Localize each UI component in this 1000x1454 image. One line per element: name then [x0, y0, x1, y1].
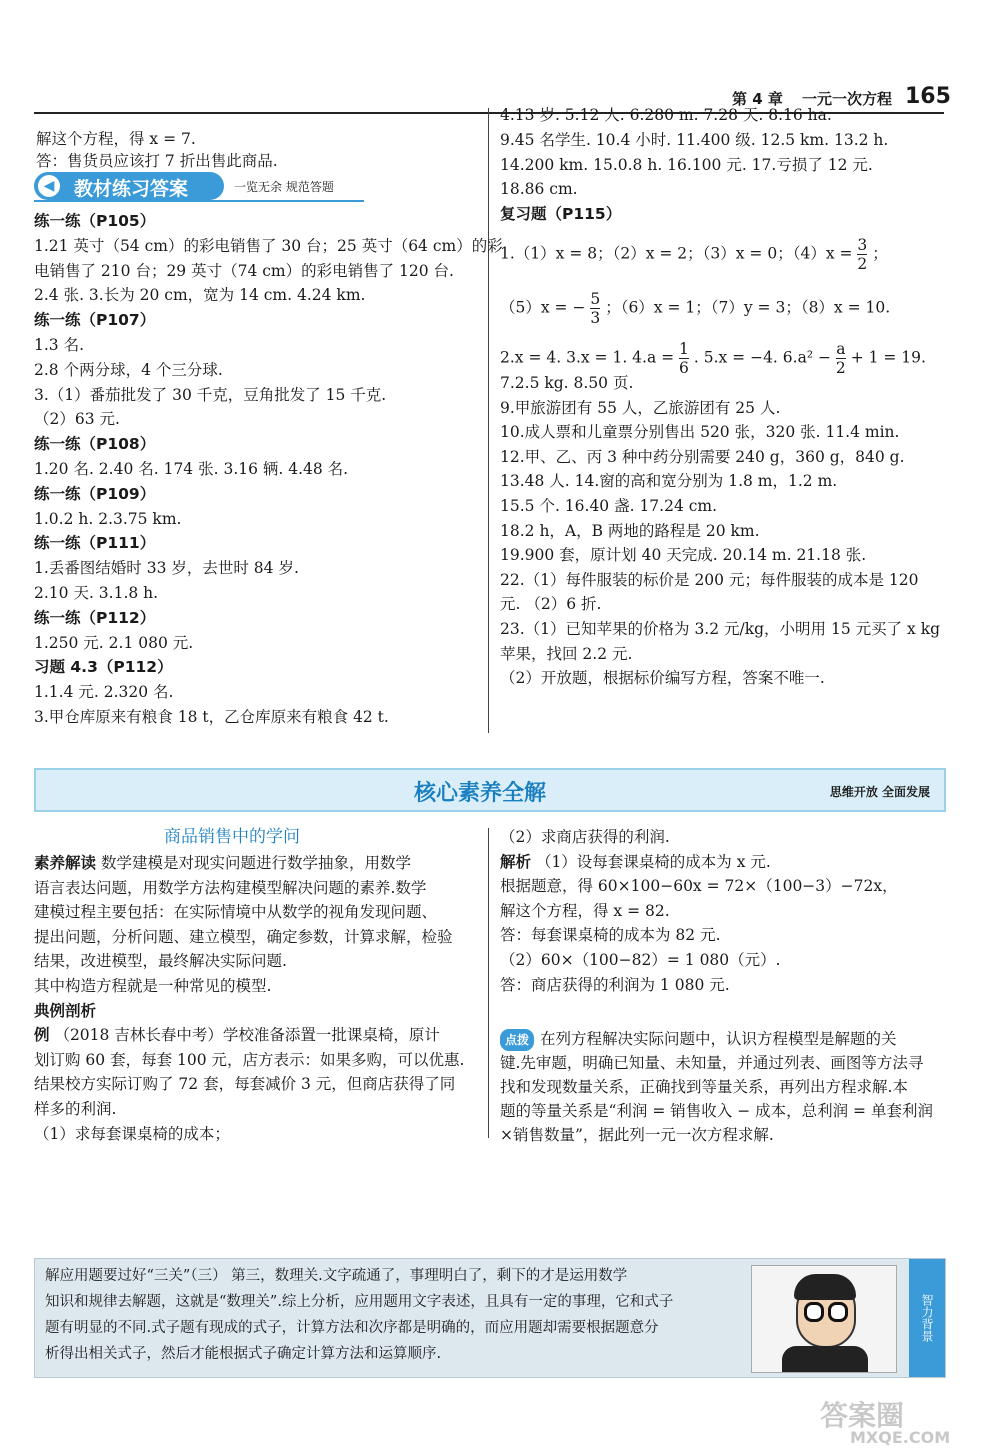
text-line: 1.250 元. 2.1 080 元. [34, 633, 194, 652]
tip-text: 在列方程解决实际问题中，认识方程模型是解题的关 [540, 1030, 897, 1048]
equation-text: . 5.x = −4. 6.a² − [693, 348, 836, 367]
text-line: 1.21 英寸（54 cm）的彩电销售了 30 台；25 英寸（64 cm）的彩 [34, 236, 503, 255]
text-line: 答：售货员应该打 7 折出售此商品. [36, 152, 278, 170]
box-line: 解应用题要过好“三关”（三） 第三，数理关.文字疏通了，事理明白了，剩下的才是运用数学 [45, 1268, 628, 1284]
text-line: 苹果，找回 2.2 元. [500, 644, 633, 663]
glasses-icon [804, 1302, 824, 1322]
text-line: 15.5 个. 16.40 盏. 17.24 cm. [500, 497, 718, 515]
text-line: 建模过程主要包括：在实际情境中从数学的视角发现问题、 [34, 903, 438, 922]
text-line: 3.（1）番茄批发了 30 千克，豆角批发了 15 千克. [34, 385, 387, 404]
fraction [679, 340, 689, 377]
tip-first-line [500, 1028, 897, 1051]
tip-badge: 点拨 [500, 1029, 534, 1051]
text-line: 解这个方程，得 x = 7. [36, 130, 196, 148]
text-line: 3.甲仓库原来有粮食 18 t，乙仓库原来有粮食 42 t. [34, 708, 389, 726]
text-line: 结果，改进模型，最终解决实际问题. [34, 952, 287, 971]
text-line: 答：每套课桌椅的成本为 82 元. [500, 926, 721, 945]
body-shape [782, 1346, 868, 1372]
text-line: 19.900 套，原计划 40 天完成. 20.14 m. 21.18 张. [500, 546, 867, 565]
equation-text: 1.（1）x = 8；（2）x = 2；（3）x = 0；（4）x = [500, 244, 858, 263]
core-left-column [34, 826, 486, 1146]
fraction [836, 340, 846, 377]
section-heading: 练一练（P107） [34, 311, 156, 330]
banner-underline [34, 200, 364, 202]
box-line: 知识和规律去解题，这就是“数理关”.综上分析，应用题用文字表述，且具有一定的事理，它和式子 [45, 1294, 674, 1310]
tip-line: 找和发现数量关系，正确找到等量关系，再列出方程求解.本 [500, 1078, 908, 1096]
text-line: （2）60×（100−82）= 1 080（元）. [500, 951, 781, 969]
text-line: （1）求每套课桌椅的成本； [34, 1124, 230, 1143]
column-divider [488, 108, 489, 733]
equation-text: + 1 = 19. [850, 348, 926, 367]
watermark [760, 1398, 960, 1448]
text-line: 1.3 名. [34, 336, 85, 354]
equation-text: ；（6）x = 1；（7）y = 3；（8）x = 10. [605, 298, 891, 317]
text-line [34, 1000, 96, 1022]
section-heading: 练一练（P111） [34, 534, 156, 553]
text-line: 结果校方实际订购了 72 套，每套减价 3 元，但商店获得了同 [34, 1075, 456, 1094]
text-line: 4.13 岁. 5.12 人. 6.280 m. 7.28 天. 8.16 ha. [500, 106, 832, 124]
text-line: 12.甲、乙、丙 3 种中药分别需要 240 g，360 g，840 g. [500, 447, 905, 466]
core-right-column [500, 826, 950, 1146]
fraction [590, 290, 600, 327]
text-line: 解这个方程，得 x = 82. [500, 901, 670, 920]
text-line: 18.2 h，A，B 两地的路程是 20 km. [500, 521, 760, 540]
text-line: 划订购 60 套，每套 100 元，店方表示：如果多购，可以优惠. [34, 1050, 465, 1069]
speaker-icon: ◀ [38, 175, 60, 197]
text-line: 7.2.5 kg. 8.50 页. [500, 374, 634, 392]
equation-line [500, 236, 888, 273]
equation-line [500, 290, 890, 327]
text-line: 23.（1）已知苹果的价格为 3.2 元/kg，小明用 15 元买了 x kg [500, 620, 941, 638]
numerator: 5 [590, 290, 601, 308]
text-line: 其中构造方程就是一种常见的模型. [34, 977, 272, 995]
text-line: 根据题意，得 60×100−60x = 72×（100−3）−72x， [500, 877, 898, 896]
denominator: 2 [835, 359, 846, 377]
equation-text: 2.x = 4. 3.x = 1. 4.a = [500, 348, 680, 367]
text-line: 答：商店获得的利润为 1 080 元. [500, 975, 730, 994]
text-line: （2）开放题，根据标价编写方程，答案不唯一. [500, 669, 825, 688]
label-bold: 素养解读 [34, 854, 97, 872]
equation-text: ； [872, 244, 888, 263]
text-line [500, 851, 771, 873]
label-bold: 解析 [500, 852, 532, 871]
label-bold: 典例剖析 [34, 1001, 97, 1020]
answers-banner [34, 172, 364, 202]
banner-title: 教材练习答案 [74, 178, 189, 200]
section-heading: 练一练（P109） [34, 484, 156, 503]
label-rest: （1）设每套课桌椅的成本为 x 元. [531, 852, 771, 871]
text-line: 13.48 人. 14.窗的高和宽分别为 1.8 m，1.2 m. [500, 472, 838, 491]
tip-line: 题的等量关系是“利润 = 销售收入 − 成本，总利润 = 单套利润 [500, 1102, 933, 1120]
core-banner [34, 768, 946, 812]
label-rest: 数学建模是对现实问题进行数学抽象，用数学 [96, 854, 411, 872]
text-line: 2.4 张. 3.长为 20 cm，宽为 14 cm. 4.24 km. [34, 286, 366, 305]
text-line: 样多的利润. [34, 1100, 117, 1118]
section-heading: 练一练（P112） [34, 608, 156, 627]
core-subtitle: 商品销售中的学问 [164, 827, 300, 847]
label-bold: 例 [34, 1026, 50, 1045]
numerator: 1 [679, 340, 689, 358]
fraction [857, 236, 867, 273]
text-line: 9.甲旅游团有 55 人，乙旅游团有 25 人. [500, 398, 781, 417]
tip-line: ×销售数量”，据此列一元一次方程求解. [500, 1126, 774, 1144]
equation-text: （5）x = − [500, 298, 586, 317]
core-tag: 思维开放 全面发展 [829, 785, 930, 799]
watermark-logo: 答案圈 [820, 1399, 905, 1432]
text-line: 18.86 cm. [500, 180, 578, 199]
banner-tag: 一览无余 规范答题 [234, 180, 334, 194]
watermark-url: MXQE.COM [850, 1428, 951, 1447]
text-line: 电销售了 210 台；29 英寸（74 cm）的彩电销售了 120 台. [34, 261, 454, 280]
text-line: 语言表达问题，用数学方法构建模型解决问题的素养.数学 [34, 878, 427, 897]
text-line: 1.1.4 元. 2.320 名. [34, 683, 174, 702]
answers-left-column [34, 210, 503, 735]
text-line: 22.（1）每件服装的标价是 200 元；每件服装的成本是 120 [500, 570, 919, 589]
denominator: 6 [679, 359, 689, 377]
text-line: 1.20 名. 2.40 名. 174 张. 3.16 辆. 4.48 名. [34, 460, 349, 478]
answers-right-column [500, 104, 950, 734]
text-line: 元. （2）6 折. [500, 595, 602, 614]
text-line [34, 1024, 440, 1046]
text-line: 9.45 名学生. 10.4 小时. 11.400 级. 12.5 km. 13.2 h. [500, 130, 889, 149]
text-line: 10.成人票和儿童票分别售出 520 张，320 张. 11.4 min. [500, 423, 900, 442]
text-line: 1.0.2 h. 2.3.75 km. [34, 509, 182, 528]
chapter-title: 一元一次方程 [802, 90, 893, 108]
box-line: 题有明显的不同.式子题有现成的式子，计算方法和次序都是明确的，而应用题却需要根据题意分 [45, 1320, 659, 1336]
numerator: 3 [857, 236, 868, 254]
knowledge-box [34, 1258, 946, 1378]
text-line: 1.丢番图结婚时 33 岁，去世时 84 岁. [34, 559, 299, 578]
numerator: a [836, 340, 846, 358]
text-line: 14.200 km. 15.0.8 h. 16.100 元. 17.亏损了 12 元. [500, 155, 873, 174]
text-line: 提出问题，分析问题、建立模型，确定参数，计算求解，检验 [34, 927, 453, 946]
boy-illustration [751, 1265, 897, 1373]
box-line: 析得出相关式子，然后才能根据式子确定计算方法和运算顺序. [45, 1346, 442, 1362]
denominator: 3 [590, 309, 601, 327]
label-rest: （2018 吉林长春中考）学校准备添置一批课桌椅，原计 [49, 1026, 440, 1045]
section-heading: 习题 4.3（P112） [34, 658, 173, 677]
section-heading: 复习题（P115） [500, 205, 622, 224]
column-divider [488, 828, 489, 1138]
text-line: 2.10 天. 3.1.8 h. [34, 584, 159, 602]
side-label: 智力背景 [909, 1259, 945, 1377]
banner-pill [34, 172, 224, 200]
tip-line: 键.先审题，明确已知量、未知量，并通过列表、画图等方法寻 [500, 1054, 924, 1072]
section-heading: 练一练（P108） [34, 435, 156, 454]
page-number: 165 [905, 84, 951, 109]
chapter-label: 第 4 章 [732, 90, 783, 108]
text-line [34, 852, 411, 874]
section-heading: 练一练（P105） [34, 212, 156, 230]
text-line: （2）63 元. [34, 410, 120, 429]
core-title: 核心素养全解 [414, 781, 547, 806]
hair-shape [794, 1274, 856, 1300]
denominator: 2 [857, 255, 868, 273]
text-line: 2.8 个两分球，4 个三分球. [34, 360, 223, 379]
glasses-icon [828, 1302, 848, 1322]
text-line: （2）求商店获得的利润. [500, 828, 670, 846]
